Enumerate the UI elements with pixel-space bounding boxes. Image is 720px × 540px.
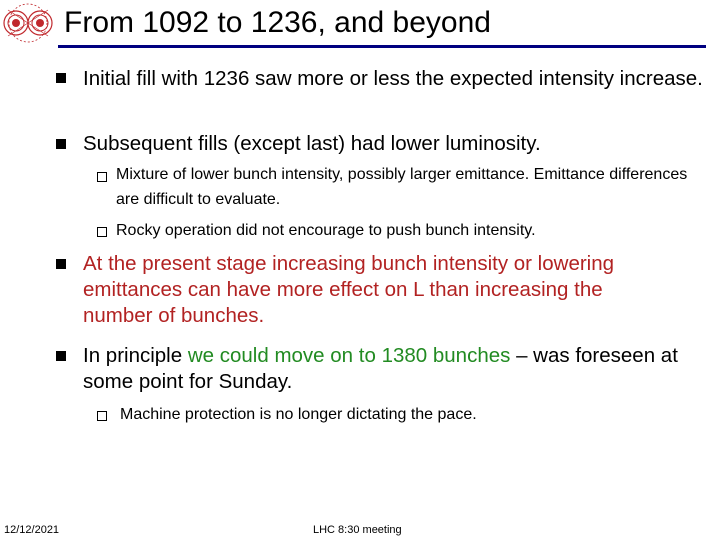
hollow-square-bullet-icon [96,409,108,421]
square-bullet-icon [55,350,67,362]
slide-title: From 1092 to 1236, and beyond [64,6,491,39]
sub-bullet-text: Mixture of lower bunch intensity, possibly larger emittance. Emittance differences are difficult to evaluate. [116,166,688,208]
sub-bullet-text: Rocky operation did not encourage to push bunch intensity. [116,222,536,239]
bullet-text: Initial fill with 1236 saw more or less the expected intensity increase. [83,67,703,90]
square-bullet-icon [55,258,67,270]
bullet-text-highlight: we could move on to 1380 bunches [187,344,511,367]
footer-meeting: LHC 8:30 meeting [313,524,402,536]
cern-logo-icon [2,2,54,44]
hollow-square-bullet-icon [96,225,108,237]
bullet-text-suffix: – was foreseen at some point for Sunday. [83,344,678,393]
title-rule [58,45,706,48]
footer-date: 12/12/2021 [4,524,60,536]
bullet-text: At the present stage increasing bunch intensity or lowering emittances can have more effect on L than increasing the number of bunches. [83,252,615,327]
square-bullet-icon [55,72,67,84]
hollow-square-bullet-icon [96,170,108,182]
bullet-text: Subsequent fills (except last) had lower luminosity. [83,132,541,155]
sub-bullet-text: Machine protection is no longer dictating the pace. [120,406,477,423]
bullet-text [83,343,683,395]
square-bullet-icon [55,138,67,150]
bullet-text-prefix: In principle [83,344,188,367]
